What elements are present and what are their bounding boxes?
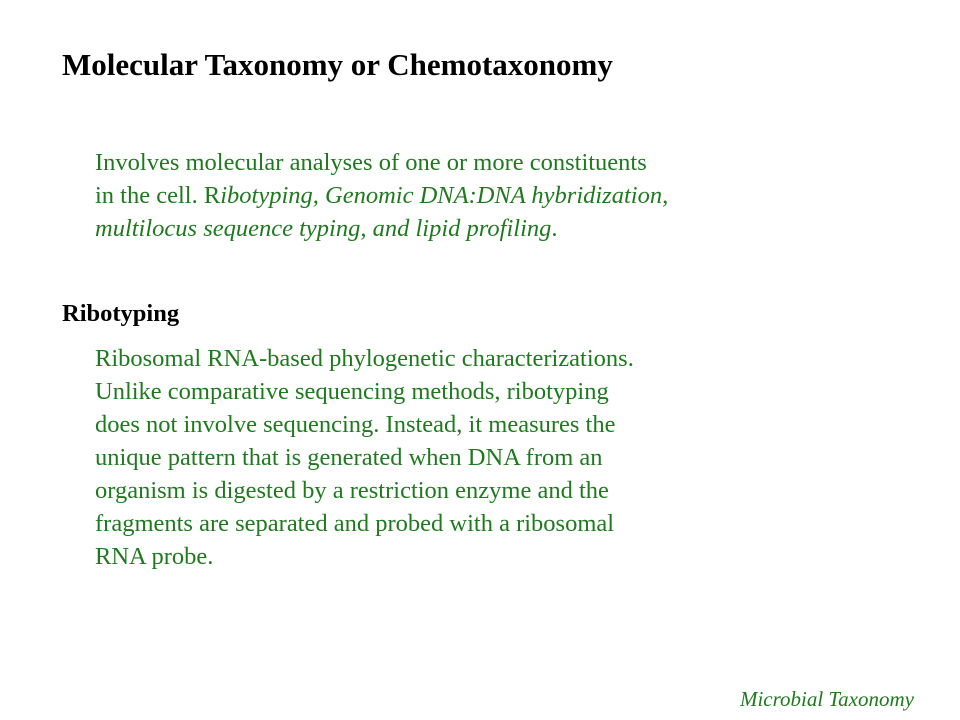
intro-text: in the cell. R [95,182,221,209]
intro-italic-text: multilocus sequence typing, and lipid profiling [95,215,552,242]
footer-label: Microbial Taxonomy [739,687,914,711]
body-line: organism is digested by a restriction enzyme and the [95,477,609,504]
intro-paragraph [95,146,855,245]
body-line: fragments are separated and probed with a ribosomal [95,510,615,537]
ribotyping-paragraph [95,342,815,573]
intro-line: Involves molecular analyses of one or more constituents [95,149,647,176]
intro-text: . [551,215,558,242]
body-line: unique pattern that is generated when DNA from an [95,444,603,471]
body-line: Unlike comparative sequencing methods, ribotyping [95,378,609,405]
intro-line [95,179,855,212]
slide-title: Molecular Taxonomy or Chemotaxonomy [62,47,613,82]
body-line: Ribosomal RNA-based phylogenetic characterizations. [95,345,634,372]
intro-line [95,212,855,245]
body-line: does not involve sequencing. Instead, it measures the [95,411,616,438]
body-line: RNA probe. [95,543,214,570]
section-heading-ribotyping: Ribotyping [62,300,180,327]
intro-italic-text: ibotyping, Genomic DNA:DNA hybridization, [220,182,669,209]
